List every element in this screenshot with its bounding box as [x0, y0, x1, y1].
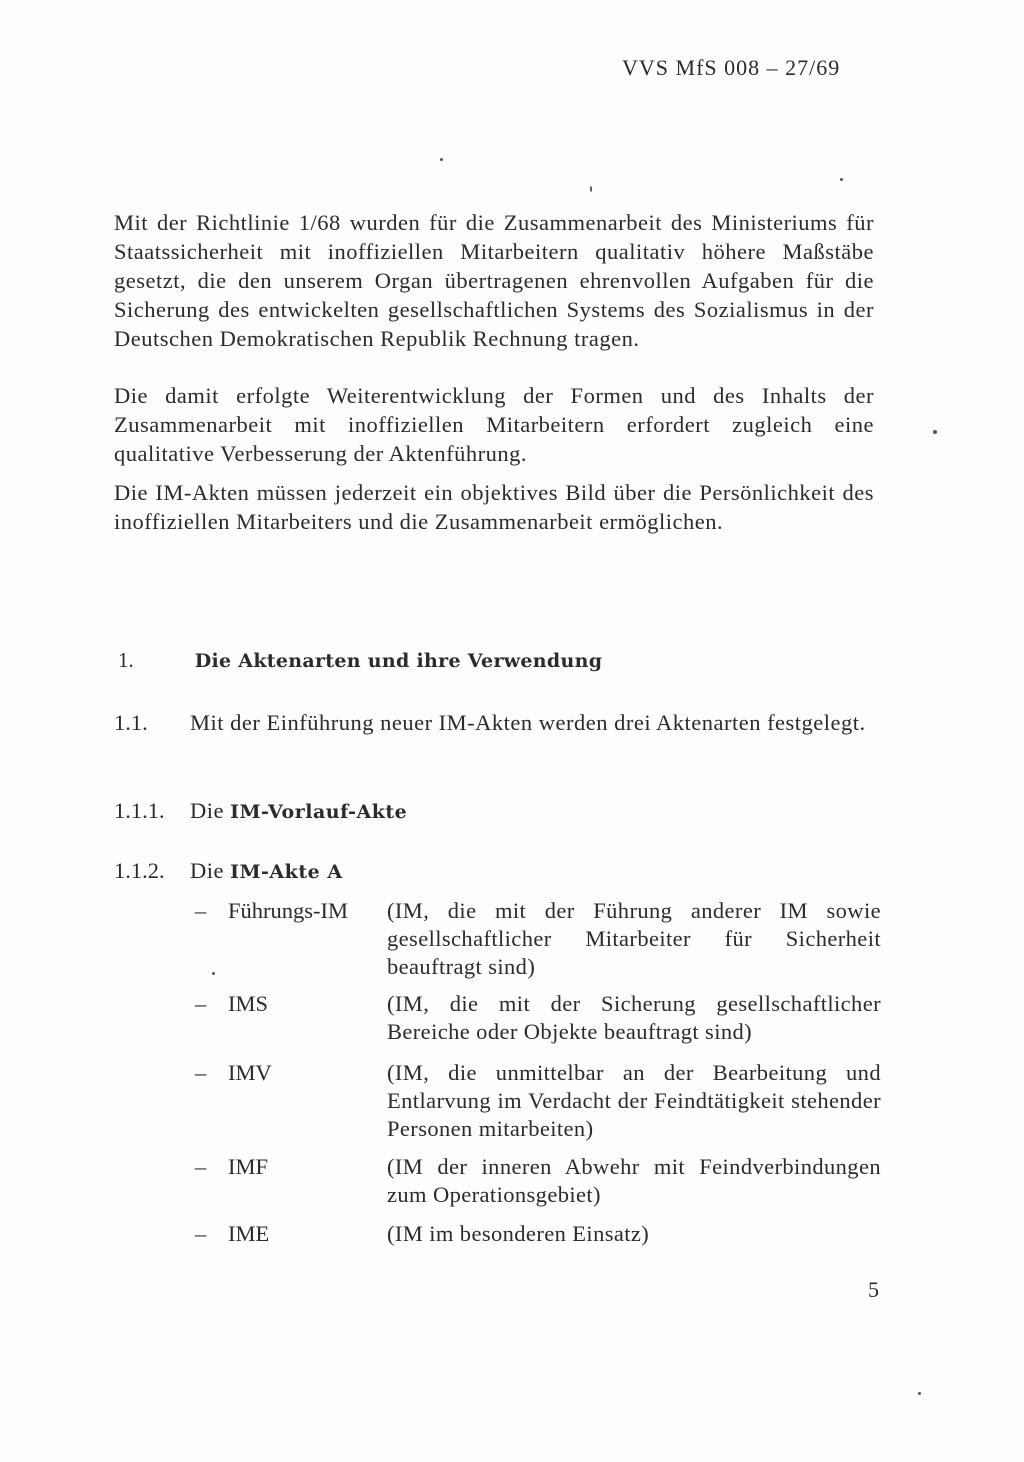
im-type-code: Führungs-IM	[228, 898, 349, 923]
subsection-emphasis: IM-Akte A	[230, 861, 343, 883]
subsection-emphasis: IM-Vorlauf-Akte	[230, 801, 408, 823]
im-type-code: IMV	[228, 1060, 272, 1085]
section-heading	[118, 648, 602, 673]
im-type-description: (IM im besonderen Einsatz)	[387, 1221, 650, 1246]
subsection-number: 1.1.2.	[114, 858, 165, 883]
subsection-text	[190, 856, 876, 887]
scan-speck	[212, 972, 215, 975]
scan-speck	[440, 158, 443, 161]
document-reference: VVS MfS 008 – 27/69	[622, 55, 841, 80]
subsection-prefix: Die	[190, 798, 224, 823]
scan-speck	[840, 178, 843, 181]
list-dash: –	[195, 1154, 207, 1179]
im-type-code: IME	[228, 1221, 270, 1246]
list-dash: –	[195, 991, 207, 1016]
scan-speck	[933, 430, 937, 434]
im-type-description: (IM, die unmittelbar an der Bearbeitung und Entlarvung im Verdacht der Feindtätigkeit stehender Personen mitarbeiten)	[387, 1060, 881, 1141]
list-dash: –	[195, 1060, 207, 1085]
section-title: Die Aktenarten und ihre Verwendung	[194, 650, 603, 672]
intro-paragraph-2: Die damit erfolgte Weiterentwicklung der Formen und des Inhalts der Zusammenarbeit mit inoffiziellen Mitarbeitern erfordert zugleich eine qualitative Verbesserung der Aktenführung.	[114, 383, 874, 466]
list-dash: –	[195, 898, 207, 923]
im-type-description: (IM, die mit der Führung anderer IM sowie gesellschaftlicher Mitarbeiter für Sicherheit beauftragt sind)	[387, 898, 881, 979]
subsection-text: Mit der Einführung neuer IM-Akten werden drei Aktenarten festgelegt.	[190, 710, 866, 735]
scan-speck	[590, 186, 592, 192]
im-type-description: (IM, die mit der Sicherung gesellschaftlicher Bereiche oder Objekte beauftragt sind)	[387, 991, 881, 1044]
subsection-prefix: Die	[190, 858, 224, 883]
intro-paragraph-3: Die IM-Akten müssen jederzeit ein objektives Bild über die Persönlichkeit des inoffiziellen Mitarbeiters und die Zusammenarbeit ermöglichen.	[114, 480, 874, 534]
section-number: 1.	[118, 648, 134, 672]
intro-paragraph-1: Mit der Richtlinie 1/68 wurden für die Zusammenarbeit des Ministeriums für Staatssicherheit mit inoffiziellen Mitarbeitern qualitativ höhere Maßstäbe gesetzt, die den unserem Organ übertragenen ehrenvollen Aufgaben für die Sicherung des entwickelten gesellschaftlichen Systems des Sozialismus in der Deutschen Demokratischen Republik Rechnung tragen.	[114, 210, 874, 351]
subsection-number: 1.1.1.	[114, 798, 165, 823]
subsection-text	[190, 796, 876, 827]
im-type-code: IMS	[228, 991, 269, 1016]
im-type-description: (IM der inneren Abwehr mit Feindverbindungen zum Operationsgebiet)	[387, 1154, 881, 1207]
im-type-code: IMF	[228, 1154, 269, 1179]
list-dash: –	[195, 1221, 207, 1246]
page-number: 5	[868, 1277, 879, 1302]
scan-speck	[918, 1392, 921, 1395]
subsection-number: 1.1.	[114, 710, 148, 735]
